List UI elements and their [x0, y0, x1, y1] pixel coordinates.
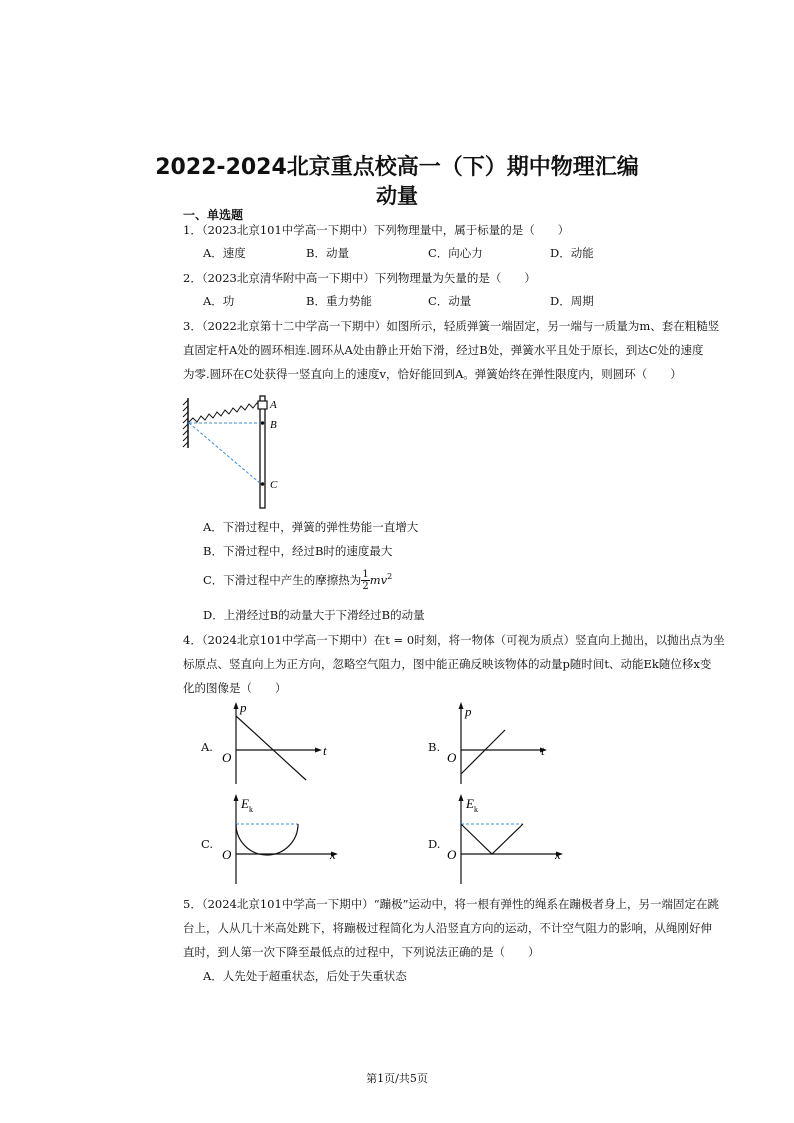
svg-text:O: O — [447, 750, 457, 765]
graph-b-label: B. — [428, 740, 441, 754]
svg-text:t: t — [323, 743, 327, 758]
svg-text:O: O — [222, 750, 232, 765]
q3-option-c-text: C．下滑过程中产生的摩擦热为 — [203, 572, 362, 587]
question-5-line-2: 台上，人从几十米高处跳下，将蹦极过程简化为人沿竖直方向的运动，不计空气阻力的影响，从绳刚好伸 — [183, 921, 712, 935]
mv-term: mv — [369, 572, 388, 587]
svg-text:x: x — [330, 847, 336, 862]
q1-option-b: B．动量 — [306, 246, 349, 260]
graph-c-curve — [236, 824, 298, 855]
fraction: $\frac{1}{2}$ — [362, 569, 369, 593]
q3-option-b: B．下滑过程中，经过B时的速度最大 — [203, 544, 393, 558]
label-a: A — [270, 399, 277, 411]
q3-option-d: D．上滑经过B的动量大于下滑经过B的动量 — [203, 608, 425, 622]
spring-ring-figure — [180, 392, 290, 516]
question-1-text: 1．（2023北京101中学高一下期中）下列物理量中，属于标量的是（ ） — [183, 223, 570, 237]
point-b — [261, 421, 265, 425]
label-c: C — [270, 479, 278, 491]
svg-text:O: O — [222, 847, 232, 862]
question-5-line-1: 5．（2024北京101中学高一下期中）“蹦极”运动中，将一根有弹性的绳系在蹦极者身上，另一端固定在跳 — [183, 897, 720, 911]
graph-c — [218, 792, 348, 888]
q1-option-a: A．速度 — [203, 246, 246, 260]
q2-option-a: A．功 — [203, 294, 235, 308]
graph-d-label: D. — [428, 837, 441, 851]
q3-option-a: A．下滑过程中，弹簧的弹性势能一直增大 — [203, 520, 419, 534]
graph-a-label: A. — [201, 740, 213, 754]
question-3-line-2: 直固定杆A处的圆环相连.圆环从A处由静止开始下滑，经过B处，弹簧水平且处于原长，到达C处的速度 — [183, 343, 704, 357]
q2-option-d: D．周期 — [550, 294, 594, 308]
q1-option-d: D．动能 — [550, 246, 594, 260]
svg-text:Ek: $E_k$ — [466, 796, 478, 814]
q2-option-c: C．动量 — [428, 294, 472, 308]
graph-b-line — [461, 730, 505, 774]
graph-a-line — [236, 716, 306, 780]
svg-text:p: p — [465, 704, 472, 719]
vertical-rod — [260, 396, 265, 508]
svg-text:p: p — [240, 700, 247, 715]
svg-text:t: t — [541, 743, 545, 758]
question-3-line-3: 为零.圆环在C处获得一竖直向上的速度v，恰好能回到A。弹簧始终在弹性限度内，则圆环（ ） — [183, 367, 682, 381]
graph-c-label: C. — [201, 837, 214, 851]
document-subtitle: 动量 — [376, 184, 418, 208]
point-c — [261, 482, 265, 486]
spring — [189, 403, 260, 422]
document-title: 2022-2024北京重点校高一（下）期中物理汇编 — [155, 155, 639, 180]
question-4-line-1: 4．（2024北京101中学高一下期中）在t = 0时刻，将一物体（可视为质点）竖直向上抛出，以抛出点为坐 — [183, 633, 725, 647]
graph-d-lines — [461, 824, 523, 854]
ring — [258, 401, 267, 409]
graph-a — [218, 700, 338, 790]
q2-option-b: B．重力势能 — [306, 294, 372, 308]
question-4-line-3: 化的图像是（ ） — [183, 681, 287, 695]
q1-option-c: C．向心力 — [428, 246, 483, 260]
graph-d — [443, 792, 573, 888]
q3-option-c: C．下滑过程中产生的摩擦热为 $\frac{1}{2}$ $mv^2$ — [203, 569, 393, 593]
page-number: 第1页/共5页 — [366, 1072, 428, 1085]
section-heading: 一、单选题 — [183, 208, 244, 222]
svg-text:x: x — [555, 847, 561, 862]
svg-text:O: O — [447, 847, 457, 862]
label-b: B — [270, 419, 277, 431]
question-3-line-1: 3．（2022北京第十二中学高一下期中）如图所示，轻质弹簧一端固定，另一端与一质量为m、套在粗糙竖 — [183, 319, 720, 333]
question-4-line-2: 标原点、竖直向上为正方向，忽略空气阻力，图中能正确反映该物体的动量p随时间t、动能Ek随位移x变 — [183, 657, 712, 671]
question-5-line-3: 直时，到人第一次下降至最低点的过程中，下列说法正确的是（ ） — [183, 945, 540, 959]
svg-text:Ek: $E_k$ — [241, 796, 253, 814]
q5-option-a: A．人先处于超重状态，后处于失重状态 — [203, 969, 407, 983]
graph-b — [443, 700, 563, 790]
question-2-text: 2．（2023北京清华附中高一下期中）下列物理量为矢量的是（ ） — [183, 271, 536, 285]
diagonal-dashed-line — [189, 423, 261, 484]
